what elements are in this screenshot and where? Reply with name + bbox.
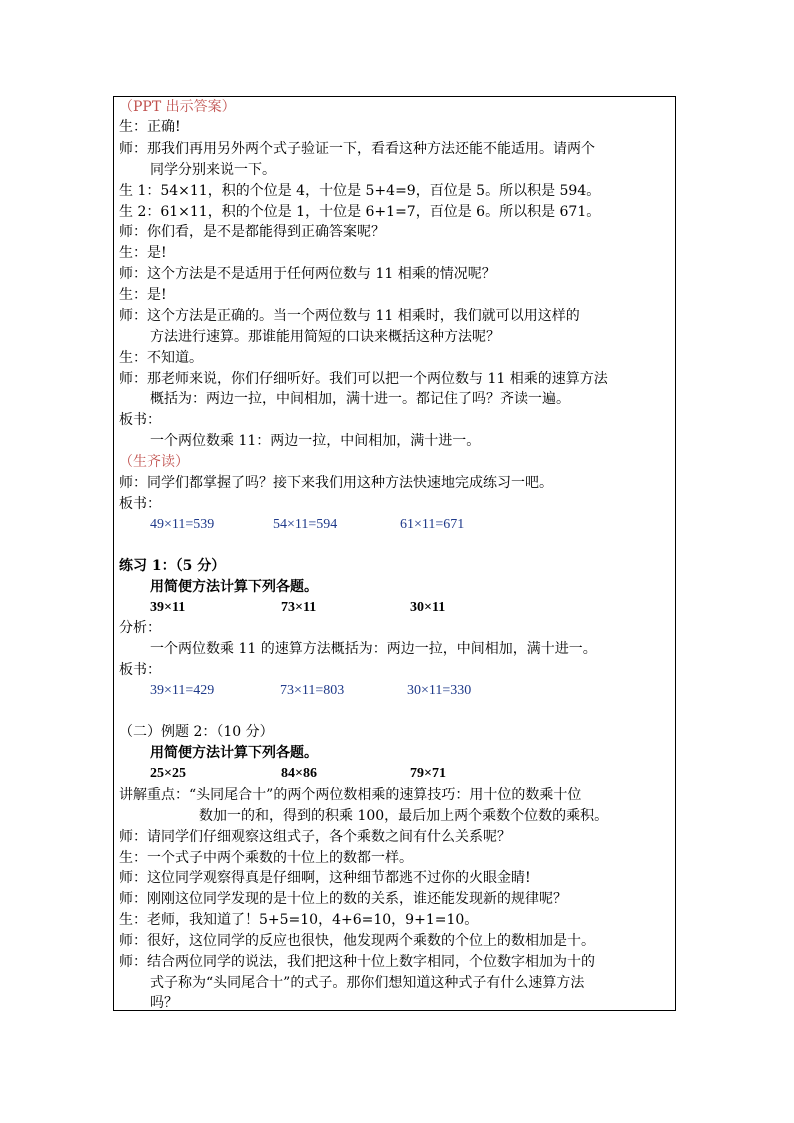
formula: 73×11=803 — [280, 683, 345, 698]
text-line: 板书： — [119, 662, 161, 678]
text-line: 师：那我们再用另外两个式子验证一下，看看这种方法还能不能适用。请两个 — [119, 141, 595, 157]
text-line: 讲解重点：“头同尾合十”的两个两位数相乘的速算技巧：用十位的数乘十位 — [119, 787, 582, 803]
text-line: 生：老师，我知道了！5+5=10，4+6=10，9+1=10。 — [119, 912, 479, 928]
example-title-text: （二）例题 2：（10 分） — [119, 724, 274, 740]
text-line: 师：这个方法是正确的。当一个两位数与 11 相乘时，我们就可以用这样的 — [119, 308, 580, 324]
problem: 25×25 — [150, 766, 186, 781]
text-line: 用简便方法计算下列各题。 — [150, 745, 318, 761]
text-line: 生：一个式子中两个乘数的十位上的数都一样。 — [119, 850, 413, 866]
text-line: （生齐读） — [119, 454, 189, 470]
text-line: 方法进行速算。那谁能用简短的口诀来概括这种方法呢？ — [150, 329, 500, 345]
text-line: 生：是! — [119, 245, 167, 261]
formula: 49×11=539 — [150, 517, 215, 532]
formula: 30×11=330 — [407, 683, 472, 698]
text-line: 用简便方法计算下列各题。 — [150, 579, 318, 595]
formula: 61×11=671 — [400, 517, 465, 532]
text-line: 板书： — [119, 496, 161, 512]
text-line: 师：刚刚这位同学发现的是十位上的数的关系，谁还能发现新的规律呢？ — [119, 891, 567, 907]
exercise-title: 练习 1：（5 分） — [119, 558, 226, 574]
formula: 54×11=594 — [273, 517, 338, 532]
text-line: 数加一的和，得到的积乘 100，最后加上两个乘数个位数的乘积。 — [199, 808, 609, 824]
formula: 39×11=429 — [150, 683, 215, 698]
text-line: 生 2：61×11，积的个位是 1，十位是 6+1=7，百位是 6。所以积是 671。 — [119, 204, 601, 220]
text-line: 生 1：54×11，积的个位是 4，十位是 5+4=9，百位是 5。所以积是 594。 — [119, 183, 601, 199]
problem: 79×71 — [410, 766, 446, 781]
text-line: 分析： — [119, 620, 161, 636]
problem: 73×11 — [281, 600, 317, 615]
text-line: 一个两位数乘 11：两边一拉，中间相加，满十进一。 — [150, 433, 481, 449]
text-line: 师：这位同学观察得真是仔细啊，这种细节都逃不过你的火眼金睛! — [119, 870, 531, 886]
text-line: 板书： — [119, 412, 161, 428]
text-line: 师：结合两位同学的说法，我们把这种十位上数字相同，个位数字相加为十的 — [119, 954, 595, 970]
text-line: 师：这个方法是不是适用于任何两位数与 11 相乘的情况呢？ — [119, 266, 496, 282]
text-line: 同学分别来说一下。 — [150, 162, 276, 178]
text-line: 概括为：两边一拉，中间相加，满十进一。都记住了吗？齐读一遍。 — [150, 391, 570, 407]
text-line: 师：请同学们仔细观察这组式子，各个乘数之间有什么关系呢？ — [119, 829, 511, 845]
text-line: 吗？ — [150, 995, 178, 1011]
problem: 84×86 — [281, 766, 317, 781]
text-line: 一个两位数乘 11 的速算方法概括为：两边一拉，中间相加，满十进一。 — [150, 641, 597, 657]
text-line: 师：你们看，是不是都能得到正确答案呢？ — [119, 224, 385, 240]
text-line: 生：是! — [119, 287, 167, 303]
problem: 30×11 — [410, 600, 446, 615]
problem: 39×11 — [150, 600, 186, 615]
text-line: （PPT 出示答案） — [119, 99, 236, 115]
text-line: 生：正确! — [119, 119, 181, 135]
text-line: 师：同学们都掌握了吗？接下来我们用这种方法快速地完成练习一吧。 — [119, 475, 553, 491]
text-line: 式子称为“头同尾合十”的式子。那你们想知道这种式子有什么速算方法 — [150, 975, 585, 991]
text-line: 师：很好，这位同学的反应也很快，他发现两个乘数的个位上的数相加是十。 — [119, 933, 595, 949]
text-line: 生：不知道。 — [119, 350, 203, 366]
example-title — [119, 722, 274, 742]
text-line: 师：那老师来说，你们仔细听好。我们可以把一个两位数与 11 相乘的速算方法 — [119, 371, 608, 387]
